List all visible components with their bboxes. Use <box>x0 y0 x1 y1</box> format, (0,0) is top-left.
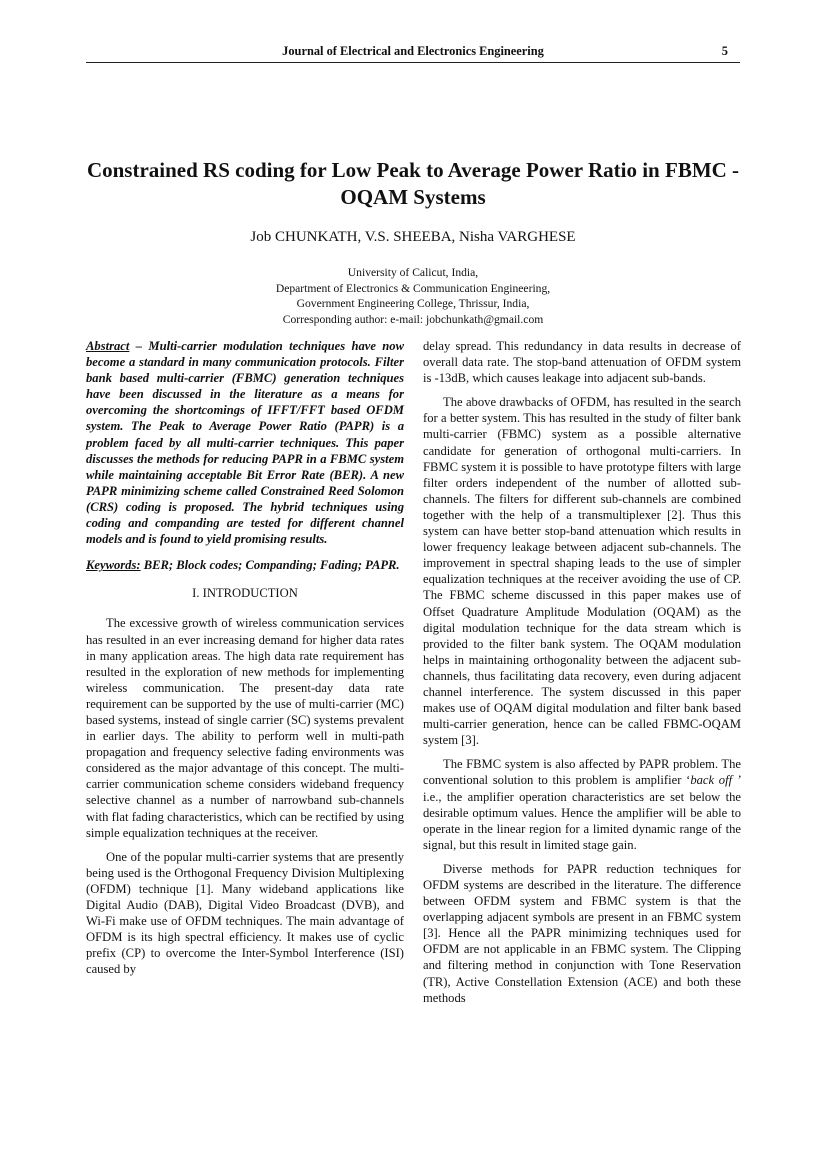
body-paragraph: Diverse methods for PAPR reduction techniques for OFDM systems are described in the literature. The difference between OFDM system and FBMC system is that the overlapping adjacent symbols are present in an FBMC system [3]. Hence all the PAPR minimizing techniques used for OFDM are not applicable in an FBMC system. The Clipping and filtering method in conjunction with Tone Reservation (TR), Active Constellation Extension (ACE) and both these methods <box>423 861 741 1005</box>
body-paragraph <box>423 756 741 853</box>
paragraph-text: i.e., the amplifier operation characteristics are set below the desirable optimum values. Hence the amplifier will be able to operate in the linear region for a limited dynamic range of the signal, but this result in limited stage gain. <box>423 789 741 852</box>
left-column <box>86 338 404 985</box>
section-heading: I. INTRODUCTION <box>192 586 298 601</box>
paper-title: Constrained RS coding for Low Peak to Average Power Ratio in FBMC - OQAM Systems <box>86 158 740 209</box>
body-paragraph: delay spread. This redundancy in data results in decrease of overall data rate. The stop-band attenuation of OFDM system is -13dB, which causes leakage into adjacent sub-bands. <box>423 339 741 386</box>
affiliation-block <box>86 265 740 327</box>
body-paragraph: The excessive growth of wireless communication services has resulted in an ever increasing demand for higher data rates in many application areas. The high data rate requirement has resulted in the exploration of new methods for implementing wireless communication. The present-day data rate requirement can be supported by the use of multi-carrier (MC) based systems, instead of single carrier (SC) systems prevalent in earlier days. The ability to perform well in multi-path propagation and frequency selective fading environments was considered as the major advantage of this concept. The multi-carrier communication scheme considers wideband frequency selective channel as a number of narrowband sub-channels with flat fading characteristics, which can be rectified by using simple equalization techniques at the receiver. <box>86 616 404 840</box>
affiliation-line: University of Calicut, India, <box>347 266 479 279</box>
affiliation-line: Government Engineering College, Thrissur, India, <box>296 297 530 311</box>
body-paragraph: The above drawbacks of OFDM, has resulted in the search for a better system. This has resulted in the study of filter bank multi-carrier (FBMC) system as a possible alternative candidate for generation of orthogonal multi-carriers. In FBMC system it is possible to have prototype filters with large filter orders independent of the number of allotted sub-channels. The filters for different sub-channels are combined together with the help of a transmultiplexer [2]. Thus this system can have better stop-band attenuation which results in lower frequency leakage between adjacent sub-channels. The improvement in spectral shaping leads to the use of simpler equalization techniques at the receiver avoiding the use of CP. The FBMC scheme discussed in this paper makes use of Offset Quadrature Amplitude Modulation (OQAM) as the digital modulation technique for the data stream which is provided to the filter bank system. The OQAM modulation helps in maintaining orthogonality between the adjacent sub-channels, thus facilitating data recovery, even during adjacent channel interference. The system discussed in this paper makes use of OQAM digital modulation and filter bank based multi-carrier generation, hence can be called FBMC-OQAM system [3]. <box>423 395 741 748</box>
abstract-text: – Multi-carrier modulation techniques have now become a standard in many communication protocols. Filter bank based multi-carrier (FBMC) generation techniques have been discussed in the literature as a means for overcoming the shortcomings of IFFT/FFT based OFDM system. The Peak to Average Power Ratio (PAPR) is a problem faced by all multi-carrier techniques. This paper discusses the methods for reducing PAPR in a FBMC system while maintaining acceptable Bit Error Rate (BER). A new PAPR minimizing scheme called Constrained Reed Solomon (CRS) coding is proposed. The hybrid techniques using coding and companding are tested for different channel models and is found to yield promising results. <box>86 339 404 547</box>
body-paragraph: One of the popular multi-carrier systems that are presently being used is the Orthogonal Frequency Division Multiplexing (OFDM) technique [1]. Many wideband applications like Digital Audio (DAB), Digital Video Broadcast (DVB), and Wi-Fi make use of OFDM techniques. The main advantage of OFDM is its high spectral efficiency. It makes use of cyclic prefix (CP) to overcome the Inter-Symbol Interference (ISI) caused by <box>86 849 404 977</box>
page-number: 5 <box>721 44 728 58</box>
keywords <box>86 557 404 573</box>
author-list: Job CHUNKATH, V.S. SHEEBA, Nisha VARGHESE <box>250 229 576 245</box>
affiliation-line: Department of Electronics & Communication Engineering, <box>275 281 551 295</box>
keywords-label: Keywords: <box>86 558 141 573</box>
running-header <box>86 44 740 63</box>
right-column <box>423 338 741 1014</box>
abstract <box>86 338 404 547</box>
paragraph-text: The FBMC system is also affected by PAPR problem. The conventional solution to this problem is amplifier ‘ <box>423 757 741 788</box>
journal-name: Journal of Electrical and Electronics Engineering <box>282 44 544 58</box>
abstract-label: Abstract <box>86 339 130 353</box>
affiliation-line: Corresponding author: e-mail: jobchunkath@gmail.com <box>282 312 544 326</box>
keywords-text: BER; Block codes; Companding; Fading; PAPR. <box>140 558 400 573</box>
emphasis-text: back off ’ <box>690 773 741 788</box>
